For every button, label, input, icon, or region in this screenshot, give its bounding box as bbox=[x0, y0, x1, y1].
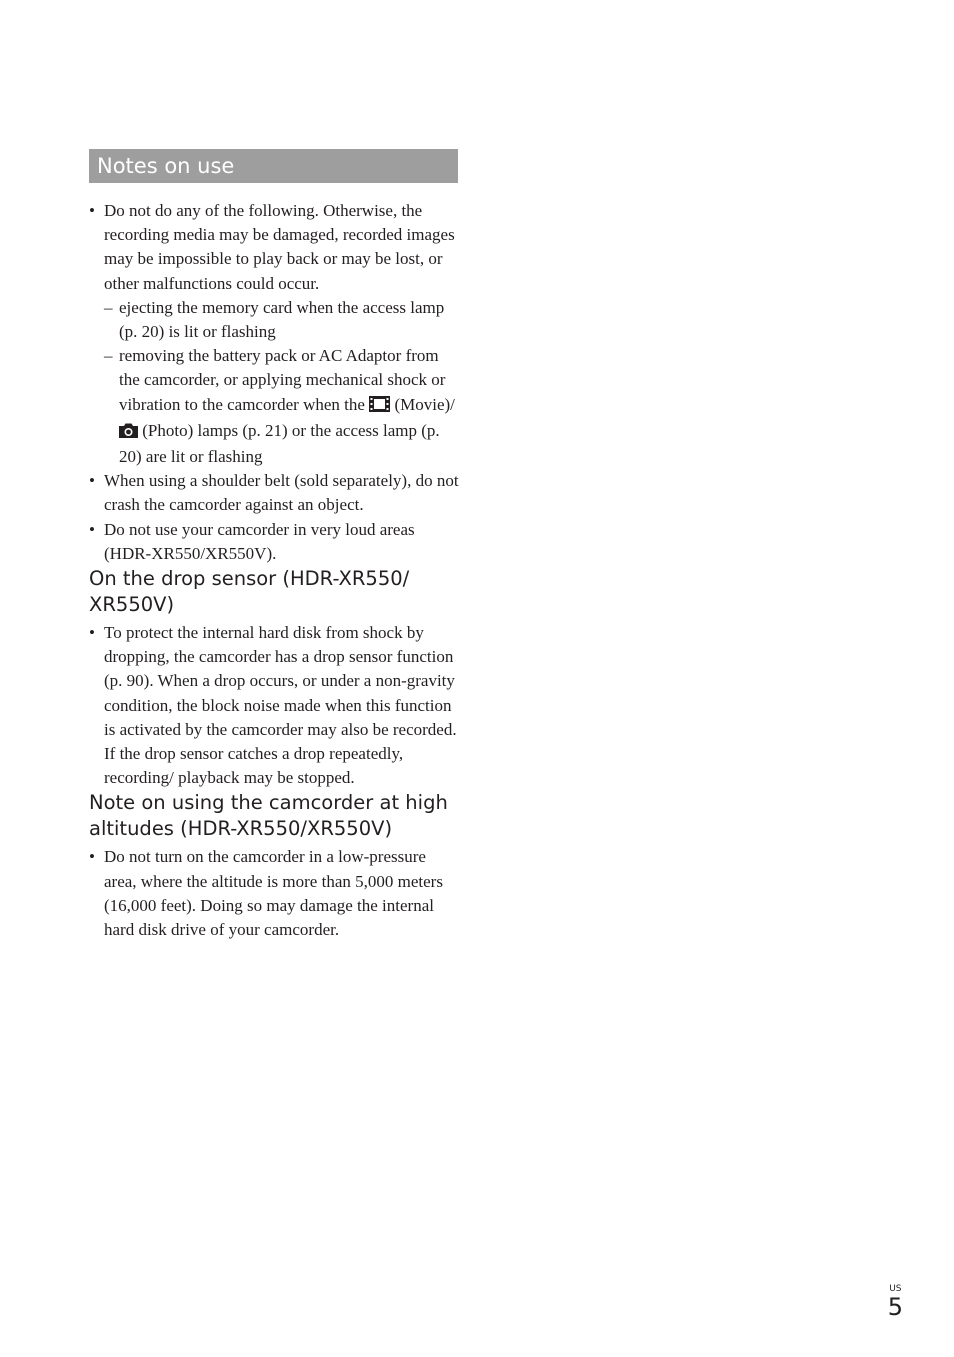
list-item: • To protect the internal hard disk from shock by dropping, the camcorder has a drop sensor function (p. 90). When a drop occurs, or under a non-gravity condition, the block noise made when this function is activated by the camcorder may also be recorded. If the drop sensor catches a drop repeatedly, recording/ playback may be stopped. bbox=[89, 621, 461, 790]
page-number bbox=[888, 1284, 903, 1320]
drop-sensor-list bbox=[89, 621, 461, 790]
sub-list-text: (Photo) lamps (p. 21) or the access lamp (p. 20) are lit or flashing bbox=[119, 420, 440, 467]
section-title-bar bbox=[89, 149, 458, 183]
movie-icon bbox=[369, 395, 390, 419]
section-title: Notes on use bbox=[97, 153, 235, 178]
list-item: • When using a shoulder belt (sold separately), do not crash the camcorder against an object. bbox=[89, 469, 461, 517]
use-notes-list bbox=[89, 199, 461, 566]
altitude-list bbox=[89, 845, 461, 942]
list-item: • Do not use your camcorder in very loud areas (HDR-XR550/XR550V). bbox=[89, 518, 461, 566]
sub-list-text: removing the battery pack or AC Adaptor from the camcorder, or applying mechanical shock or vibration to the camcorder when the bbox=[119, 346, 446, 414]
content-column bbox=[89, 149, 461, 942]
page-number-value: 5 bbox=[887, 1293, 903, 1321]
sub-list-item: – ejecting the memory card when the access lamp (p. 20) is lit or flashing bbox=[89, 296, 461, 344]
sub-list-text: (Movie)/ bbox=[390, 394, 455, 414]
sub-list-item bbox=[89, 344, 461, 469]
list-item: • Do not do any of the following. Otherwise, the recording media may be damaged, recorded images may be impossible to play back or may be lost, or other malfunctions could occur. bbox=[89, 199, 461, 296]
page-region-code: US bbox=[889, 1284, 902, 1294]
list-item: • Do not turn on the camcorder in a low-pressure area, where the altitude is more than 5,000 meters (16,000 feet). Doing so may damage the internal hard disk drive of your camcorder. bbox=[89, 845, 461, 942]
altitude-heading: Note on using the camcorder at high altitudes (HDR-XR550/XR550V) bbox=[89, 791, 448, 840]
camera-icon bbox=[119, 421, 138, 445]
drop-sensor-heading: On the drop sensor (HDR-XR550/ XR550V) bbox=[89, 567, 410, 616]
